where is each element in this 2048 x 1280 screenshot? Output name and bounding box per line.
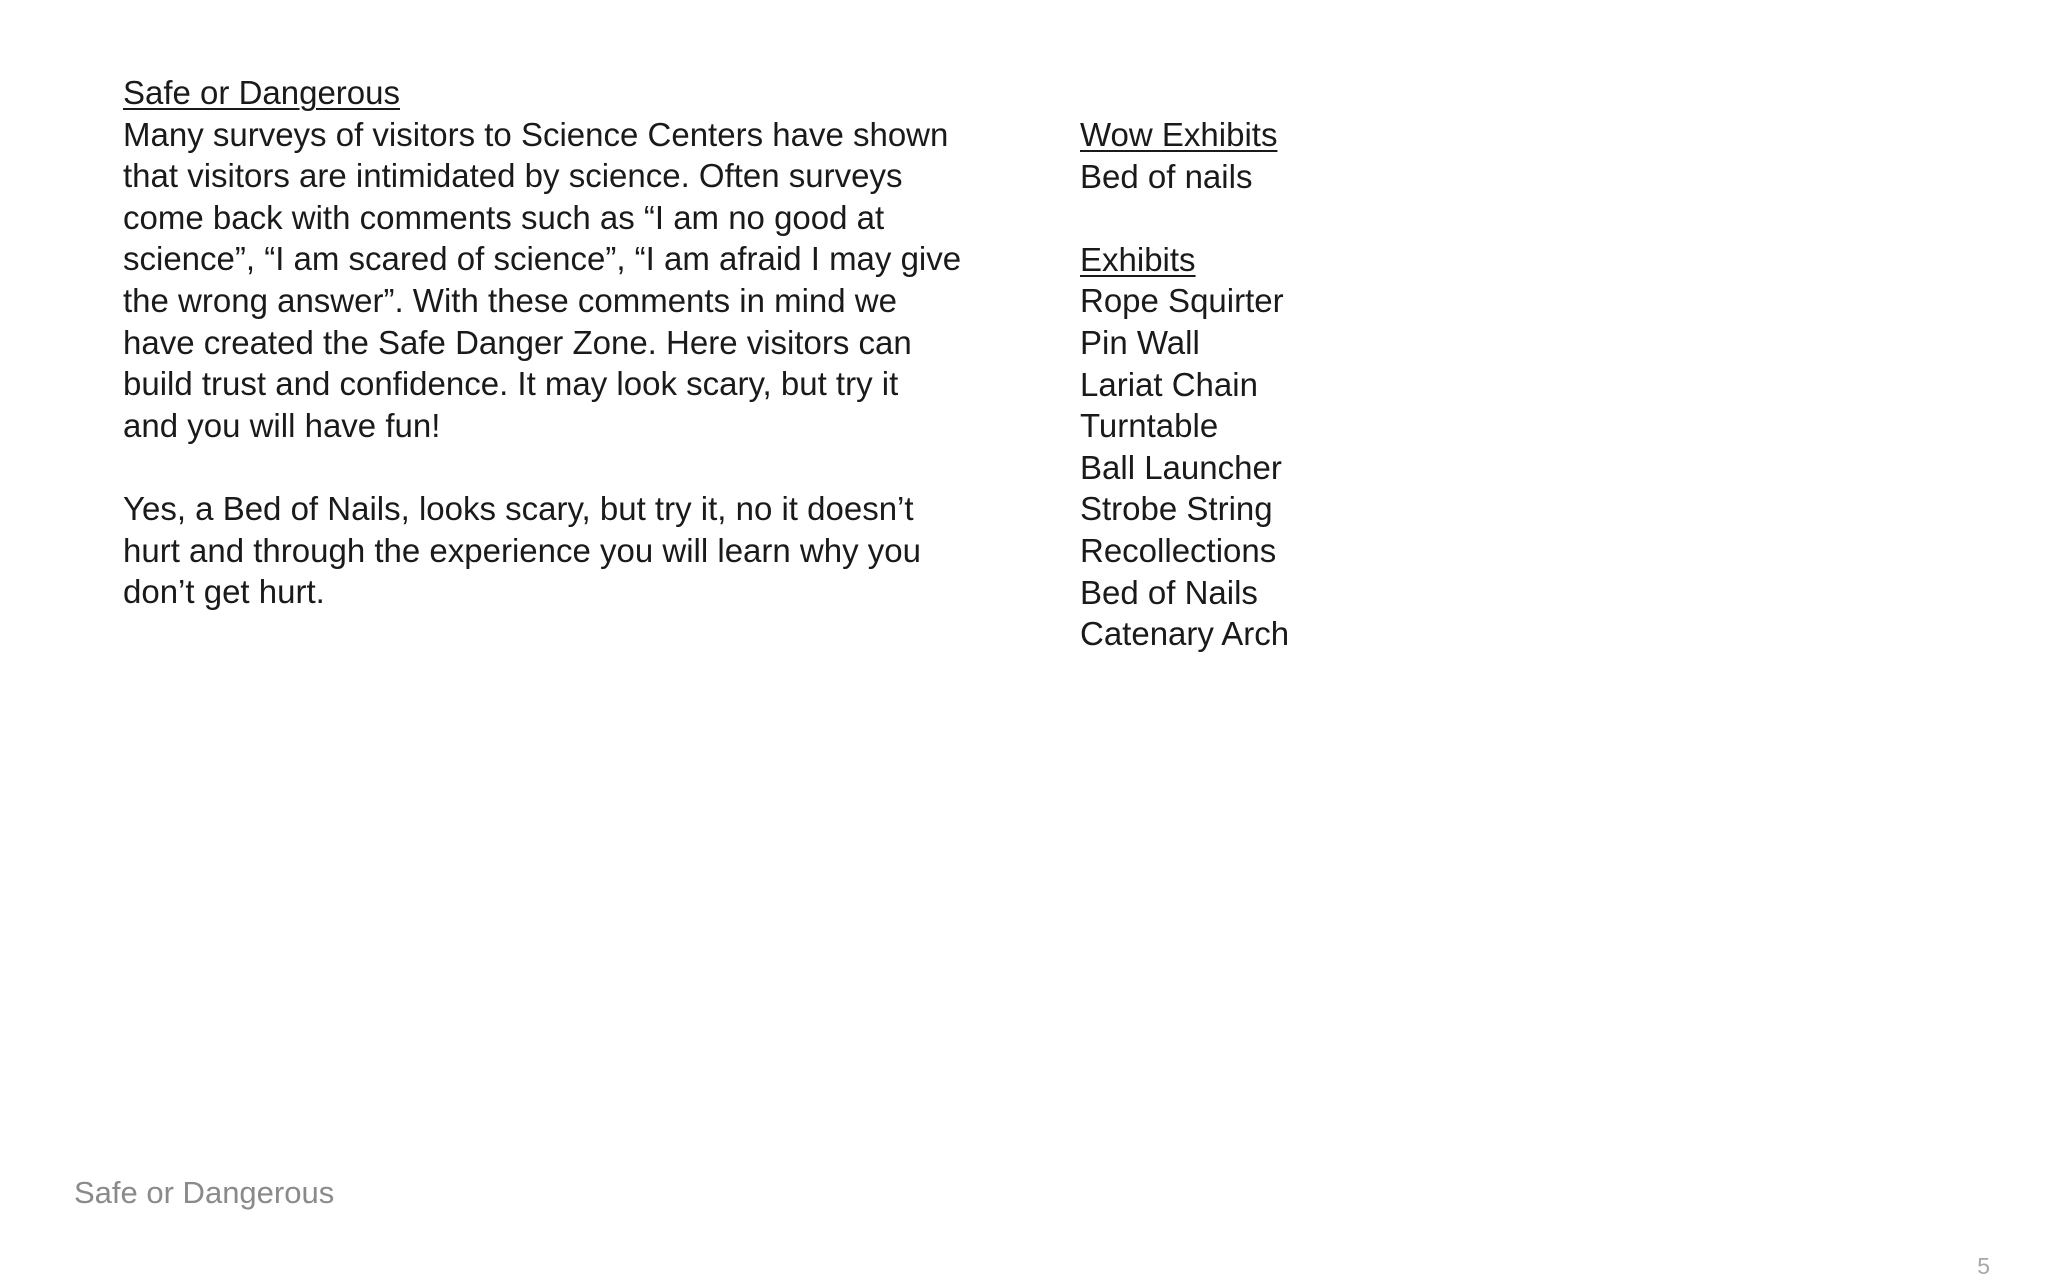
intro-paragraph: [123, 114, 1023, 447]
paragraph-line: come back with comments such as “I am no good at: [123, 198, 885, 236]
exhibits-column: [1080, 114, 1580, 655]
bed-of-nails-paragraph: [123, 488, 1023, 613]
exhibit-item: Lariat Chain: [1080, 365, 1258, 403]
list-spacer: [1080, 197, 1580, 239]
paragraph-line: that visitors are intimidated by science. Often surveys: [123, 157, 903, 195]
exhibits-list: [1080, 280, 1580, 654]
exhibit-item: Rope Squirter: [1080, 282, 1284, 320]
page-number: 5: [1977, 1253, 1990, 1279]
exhibit-item: Pin Wall: [1080, 323, 1200, 361]
wow-exhibits-list: [1080, 156, 1580, 198]
paragraph-line: Many surveys of visitors to Science Centers have shown: [123, 115, 949, 153]
exhibit-item: Catenary Arch: [1080, 615, 1290, 653]
exhibits-heading: Exhibits: [1080, 240, 1196, 278]
paragraph-line: science”, “I am scared of science”, “I am afraid I may give: [123, 240, 962, 278]
section-heading: Safe or Dangerous: [123, 74, 401, 111]
wow-exhibits-heading: Wow Exhibits: [1080, 116, 1278, 153]
paragraph-line: Yes, a Bed of Nails, looks scary, but try it, no it doesn’t: [123, 489, 914, 527]
paragraph-line: the wrong answer”. With these comments in mind we: [123, 281, 897, 319]
wow-exhibit-item: Bed of nails: [1080, 157, 1253, 195]
exhibit-item: Recollections: [1080, 531, 1277, 569]
paragraph-line: don’t get hurt.: [123, 573, 325, 611]
main-text-column: [123, 72, 1023, 613]
paragraph-spacer: [123, 446, 1023, 488]
paragraph-line: build trust and confidence. It may look scary, but try it: [123, 365, 899, 403]
exhibit-item: Bed of Nails: [1080, 573, 1258, 611]
exhibit-item: Strobe String: [1080, 490, 1273, 528]
paragraph-line: hurt and through the experience you will learn why you: [123, 531, 921, 569]
exhibit-item: Ball Launcher: [1080, 448, 1282, 486]
paragraph-line: have created the Safe Danger Zone. Here visitors can: [123, 323, 912, 361]
footer-title: Safe or Dangerous: [74, 1175, 335, 1210]
exhibit-item: Turntable: [1080, 407, 1219, 445]
paragraph-line: and you will have fun!: [123, 406, 441, 444]
